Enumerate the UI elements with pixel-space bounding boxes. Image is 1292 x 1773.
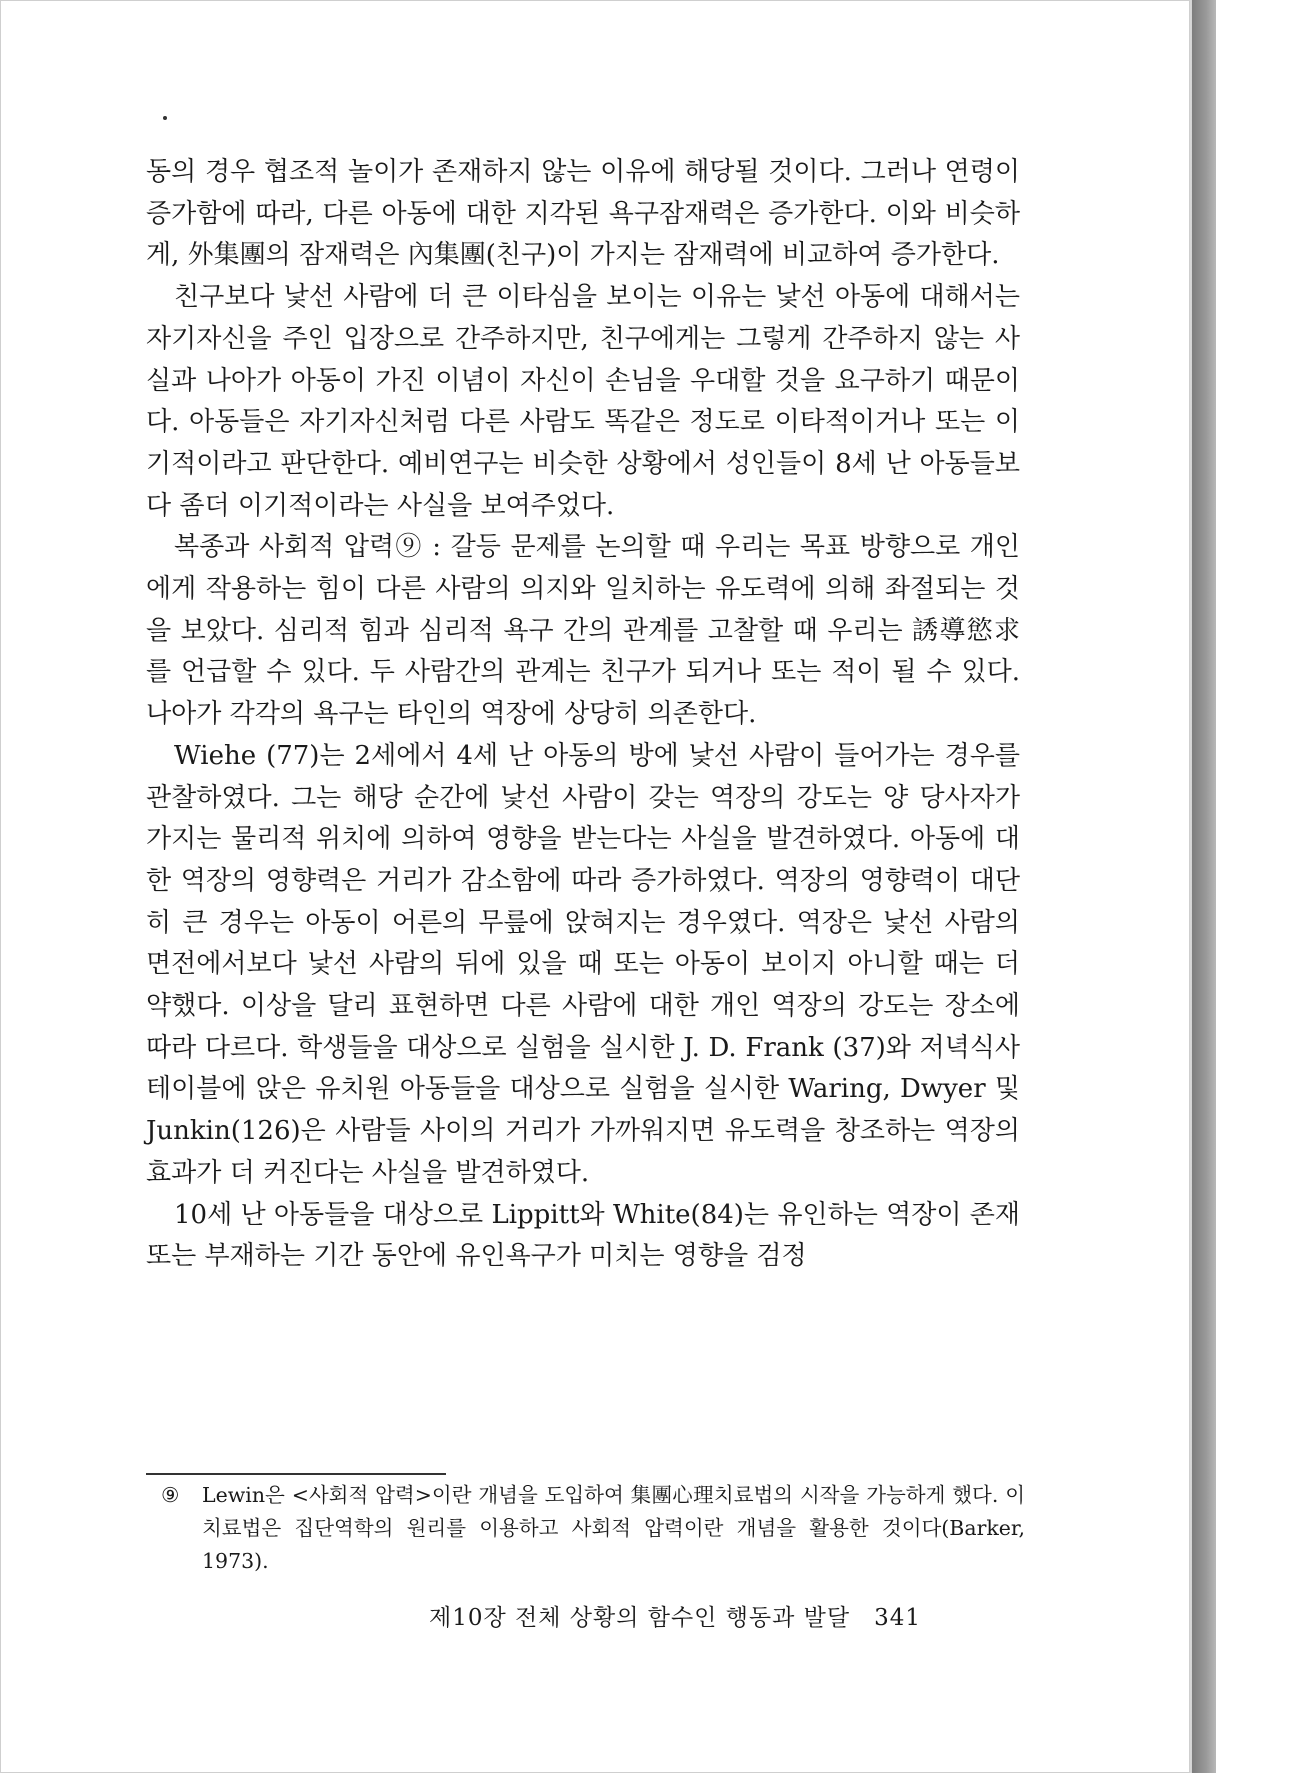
paragraph-4: Wiehe (77)는 2세에서 4세 난 아동의 방에 낯선 사람이 들어가는 경우를 관찰하였다. 그는 해당 순간에 낯선 사람이 갖는 역장의 강도는 양 당사자가 가지는 물리적 위치에 의하여 영향을 받는다는 사실을 발견하였다. 아동에 대한 역장의 영향력은 거리가 감소함에 따라 증가하였다. 역장의 영향력이 대단히 큰 경우는 아동이 어른의 무릎에 앉혀지는 경우였다. 역장은 낯선 사람의 면전에서보다 낯선 사람의 뒤에 있을 때 또는 아동이 보이지 아니할 때는 더 약했다. 이상을 달리 표현하면 다른 사람에 대한 개인 역장의 강도는 장소에 따라 다르다. 학생들을 대상으로 실험을 실시한 J. D. Frank (37)와 저녁식사 테이블에 앉은 유치원 아동들을 대상으로 실험을 실시한 Waring, Dwyer 및 Junkin(126)은 사람들 사이의 거리가 가까워지면 유도력을 창조하는 역장의 효과가 더 커진다는 사실을 발견하였다. xyxy=(146,740,1020,1188)
chapter-title: 제10장 전체 상황의 함수인 행동과 발달 xyxy=(429,1605,851,1631)
running-footer xyxy=(429,1599,921,1632)
paragraph-2: 친구보다 낯선 사람에 더 큰 이타심을 보이는 이유는 낯선 아동에 대해서는 자기자신을 주인 입장으로 간주하지만, 친구에게는 그렇게 간주하지 않는 사실과 나아가 아동이 가진 이념이 자신이 손님을 우대할 것을 요구하기 때문이다. 아동들은 자기자신처럼 다른 사람도 똑같은 정도로 이타적이거나 또는 이기적이라고 판단한다. 예비연구는 비슷한 상황에서 성인들이 8세 난 아동들보다 좀더 이기적이라는 사실을 보여주었다. xyxy=(146,282,1020,521)
body-text xyxy=(146,152,1020,1278)
page-number: 341 xyxy=(874,1605,921,1631)
paragraph-1: 동의 경우 협조적 놀이가 존재하지 않는 이유에 해당될 것이다. 그러나 연령이 증가함에 따라, 다른 아동에 대한 지각된 욕구잠재력은 증가한다. 이와 비슷하게, 外集團의 잠재력은 內集團(친구)이 가지는 잠재력에 비교하여 증가한다. xyxy=(146,157,1020,271)
footnote-marker: ⑨ xyxy=(161,1483,180,1507)
footnote-divider xyxy=(146,1473,446,1475)
book-page-edge xyxy=(1192,0,1216,1773)
paragraph-3: 복종과 사회적 압력⑨ : 갈등 문제를 논의할 때 우리는 목표 방향으로 개인에게 작용하는 힘이 다른 사람의 의지와 일치하는 유도력에 의해 좌절되는 것을 보았다. 심리적 힘과 심리적 욕구 간의 관계를 고찰할 때 우리는 誘導慾求를 언급할 수 있다. 두 사람간의 관계는 친구가 되거나 또는 적이 될 수 있다. 나아가 각각의 욕구는 타인의 역장에 상당히 의존한다. xyxy=(146,532,1020,730)
paragraph-5: 10세 난 아동들을 대상으로 Lippitt와 White(84)는 유인하는 역장이 존재 또는 부재하는 기간 동안에 유인욕구가 미치는 영향을 검정 xyxy=(146,1199,1020,1272)
footnote xyxy=(161,1479,1025,1578)
speck-mark xyxy=(163,116,167,120)
footnote-text: Lewin은 <사회적 압력>이란 개념을 도입하여 集團心理치료법의 시작을 가능하게 했다. 이 치료법은 집단역학의 원리를 이용하고 사회적 압력이란 개념을 활용한 것이다(Barker, 1973). xyxy=(202,1483,1025,1573)
